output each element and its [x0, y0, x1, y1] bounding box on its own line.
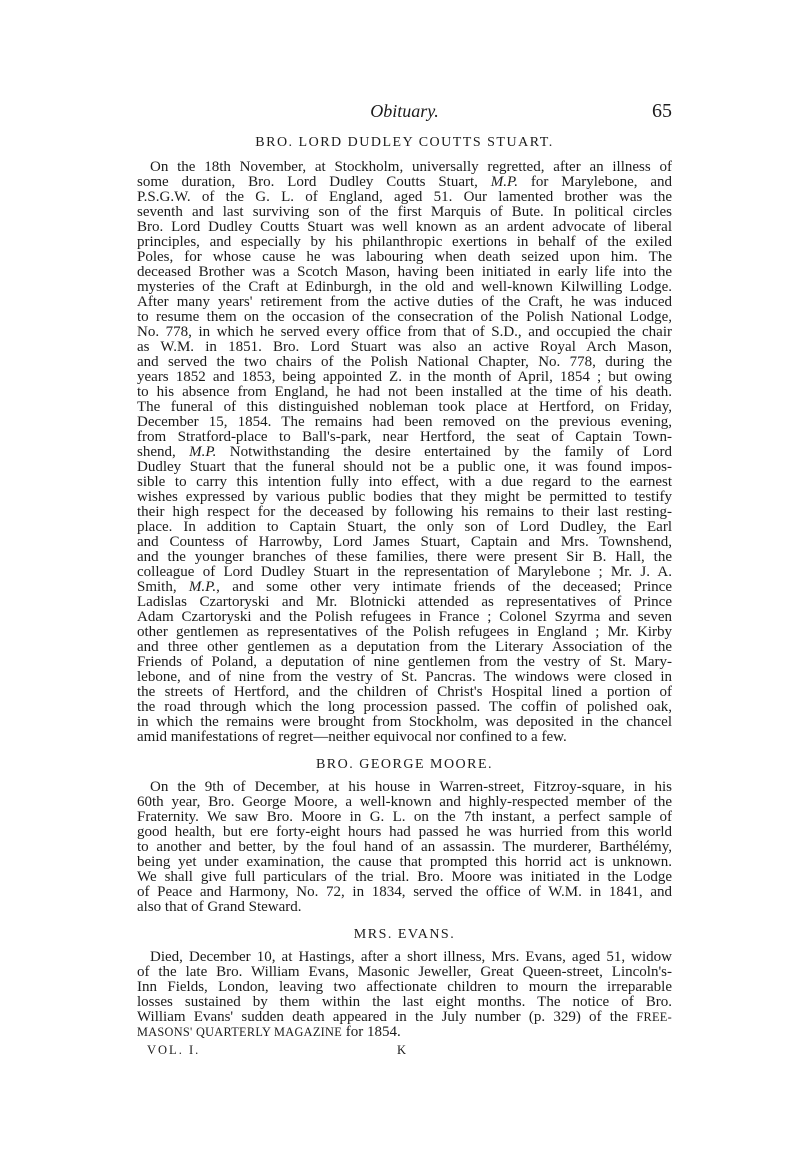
italic-text: M.P. [490, 174, 519, 190]
text-run: shend, [137, 444, 190, 460]
text-run: Poles, for whose cause he was labouring when death seized upon him. The [137, 249, 672, 265]
text-line [137, 370, 672, 385]
text-line [137, 160, 672, 175]
text-line [137, 505, 672, 520]
text-run: being yet under examination, the cause that prompted this horrid act is unknown. [137, 853, 672, 870]
italic-text: M.P. [188, 579, 217, 595]
text-run: Adam Czartoryski and the Polish refugees in France ; Colonel Szyrma and seven [137, 609, 672, 625]
text-line [137, 655, 672, 670]
obituary-body [137, 950, 672, 1040]
text-line [137, 250, 672, 265]
small-caps-text: FREE- [636, 1009, 672, 1024]
text-run: Fraternity. We saw Bro. Moore in G. L. on the 7th instant, a perfect sample of [137, 808, 672, 825]
text-line [137, 580, 672, 595]
text-run: Inn Fields, London, leaving two affectionate children to mourn the irreparable [137, 978, 672, 995]
text-line [137, 190, 672, 205]
text-run: as W.M. in 1851. Bro. Lord Stuart was also an active Royal Arch Mason, [137, 339, 672, 355]
small-caps-text: MASONS' QUARTERLY MAGAZINE [137, 1024, 343, 1039]
text-line [137, 795, 672, 810]
text-line [137, 430, 672, 445]
text-run: No. 778, in which he served every office from that of S.D., and occupied the chair [137, 324, 672, 340]
text-line [137, 475, 672, 490]
text-line [137, 280, 672, 295]
text-run: from Stratford-place to Ball's-park, near Hertford, the seat of Captain Town- [137, 429, 672, 445]
text-line [137, 670, 672, 685]
text-line [137, 490, 672, 505]
text-line [137, 460, 672, 475]
text-run: Bro. Lord Dudley Coutts Stuart was well known as an ardent advocate of liberal [137, 219, 672, 235]
text-line [137, 810, 672, 825]
text-line [137, 610, 672, 625]
running-title: Obituary. [370, 101, 439, 121]
text-run: December 15, 1854. The remains had been removed on the previous evening, [137, 414, 672, 430]
text-run: to resume them on the occasion of the consecration of the Polish National Lodge, [137, 309, 672, 325]
text-run: and Countess of Harrowby, Lord James Stuart, Captain and Mrs. Townshend, [137, 534, 672, 550]
text-line [137, 900, 672, 915]
text-line [137, 700, 672, 715]
text-run: other gentlemen as representatives of the Polish refugees in England ; Mr. Kirby [137, 624, 672, 640]
text-run: , and some other very intimate friends of the deceased; Prince [216, 579, 672, 595]
obituary-george-moore [137, 757, 672, 915]
text-run: their high respect for the deceased by following his remains to their last resting- [137, 504, 672, 520]
obituary-mrs-evans [137, 927, 672, 1040]
text-run: deceased Brother was a Scotch Mason, having been initiated in early life into the [137, 264, 672, 280]
text-run: the road through which the long procession passed. The coffin of polished oak, [137, 699, 672, 715]
text-line [137, 565, 672, 580]
obituary-lord-dudley-coutts-stuart [137, 135, 672, 745]
obituary-heading: MRS. EVANS. [353, 927, 456, 942]
text-line [137, 625, 672, 640]
text-run: for Marylebone, and [518, 174, 672, 190]
text-line [137, 965, 672, 980]
obituary-heading: BRO. GEORGE MOORE. [315, 757, 494, 772]
text-line [137, 220, 672, 235]
text-run: years 1852 and 1853, being appointed Z. in the month of April, 1854 ; but owing [137, 369, 672, 385]
text-run: William Evans' sudden death appeared in the July number (p. 329) of the [137, 1008, 637, 1025]
text-line [137, 855, 672, 870]
text-line [137, 840, 672, 855]
signature-mark: K [397, 1043, 407, 1057]
text-line [137, 715, 672, 730]
text-line [137, 1010, 672, 1025]
text-run: mysteries of the Craft at Edinburgh, in the old and well-known Kilwilling Lodge. [137, 279, 672, 295]
text-run: in which the remains were brought from Stockholm, was deposited in the chancel [137, 714, 672, 730]
text-run: wishes expressed by various public bodies that they might be permitted to testify [137, 489, 672, 505]
text-line [137, 205, 672, 220]
text-line [137, 950, 672, 965]
text-line [137, 520, 672, 535]
text-line [137, 685, 672, 700]
text-run: the streets of Hertford, and the children of Christ's Hospital lined a portion of [137, 684, 672, 700]
text-line [137, 235, 672, 250]
text-run: to his absence from England, he had not been installed at the time of his death. [137, 384, 672, 400]
text-line [137, 265, 672, 280]
text-line [137, 595, 672, 610]
text-line [137, 730, 672, 745]
text-run: of Peace and Harmony, No. 72, in 1834, served the office of W.M. in 1841, and [137, 883, 672, 900]
text-run: and served the two chairs of the Polish National Chapter, No. 778, during the [137, 354, 672, 370]
text-line [137, 325, 672, 340]
text-line [137, 175, 672, 190]
obituary-body [137, 780, 672, 915]
running-head [137, 100, 672, 122]
text-run: After many years' retirement from the active duties of the Craft, he was induced [137, 294, 672, 310]
text-line [137, 340, 672, 355]
text-line [137, 995, 672, 1010]
text-line [137, 1025, 672, 1040]
text-run: P.S.G.W. of the G. L. of England, aged 51. Our lamented brother was the [137, 189, 672, 205]
text-run: to another and better, by the foul hand of an assassin. The murderer, Barthélémy, [137, 838, 672, 855]
text-run: Dudley Stuart that the funeral should not be a public one, it was found impos- [137, 459, 672, 475]
text-line [137, 445, 672, 460]
text-run: and the younger branches of these families, there were present Sir B. Hall, the [137, 549, 672, 565]
text-run: sible to carry this intention fully into effect, with a due regard to the earnest [137, 474, 672, 490]
text-run: for 1854. [342, 1023, 401, 1040]
text-line [137, 885, 672, 900]
text-run: On the 18th November, at Stockholm, universally regretted, after an illness of [150, 159, 672, 175]
text-line [137, 355, 672, 370]
text-run: amid manifestations of regret—neither equivocal nor confined to a few. [137, 729, 567, 745]
volume-label: VOL. I. [147, 1043, 201, 1057]
page-footer [137, 1042, 672, 1058]
text-run: Ladislas Czartoryski and Mr. Blotnicki attended as representatives of Prince [137, 594, 672, 610]
text-line [137, 310, 672, 325]
text-line [137, 980, 672, 995]
text-run: some duration, Bro. Lord Dudley Coutts Stuart, [137, 174, 491, 190]
text-run: On the 9th of December, at his house in Warren-street, Fitzroy-square, in his [150, 778, 672, 795]
text-run: Died, December 10, at Hastings, after a short illness, Mrs. Evans, aged 51, widow [150, 948, 672, 965]
text-run: colleague of Lord Dudley Stuart in the representation of Marylebone ; Mr. J. A. [137, 564, 672, 580]
text-run: seventh and last surviving son of the first Marquis of Bute. In political circles [137, 204, 672, 220]
page-number: 65 [652, 100, 672, 122]
text-run: also that of Grand Steward. [137, 898, 302, 915]
obituary-heading: BRO. LORD DUDLEY COUTTS STUART. [255, 135, 554, 150]
text-line [137, 640, 672, 655]
text-line [137, 535, 672, 550]
text-line [137, 415, 672, 430]
text-line [137, 295, 672, 310]
text-run: place. In addition to Captain Stuart, the only son of Lord Dudley, the Earl [137, 519, 672, 535]
text-line [137, 385, 672, 400]
text-line [137, 825, 672, 840]
text-run: of the late Bro. William Evans, Masonic Jeweller, Great Queen-street, Lincoln's- [137, 963, 672, 980]
text-run: and three other gentlemen as a deputation from the Literary Association of the [137, 639, 672, 655]
text-run: 60th year, Bro. George Moore, a well-known and highly-respected member of the [137, 793, 672, 810]
text-line [137, 870, 672, 885]
text-run: We shall give full particulars of the trial. Bro. Moore was initiated in the Lodge [137, 868, 672, 885]
text-run: Smith, [137, 579, 189, 595]
text-line [137, 550, 672, 565]
text-run: good health, but ere forty-eight hours had passed he was hurried from this world [137, 823, 672, 840]
text-run: Notwithstanding the desire entertained by the family of Lord [216, 444, 672, 460]
text-run: lebone, and of nine from the vestry of St. Pancras. The windows were closed in [137, 669, 672, 685]
italic-text: M.P. [189, 444, 217, 460]
obituary-body [137, 160, 672, 745]
text-run: Friends of Poland, a deputation of nine gentlemen from the vestry of St. Mary- [137, 654, 672, 670]
text-line [137, 400, 672, 415]
text-run: principles, and especially by his philanthropic exertions in behalf of the exiled [137, 234, 672, 250]
text-line [137, 780, 672, 795]
text-run: losses sustained by them within the last eight months. The notice of Bro. [137, 993, 672, 1010]
text-run: The funeral of this distinguished nobleman took place at Hertford, on Friday, [137, 399, 672, 415]
